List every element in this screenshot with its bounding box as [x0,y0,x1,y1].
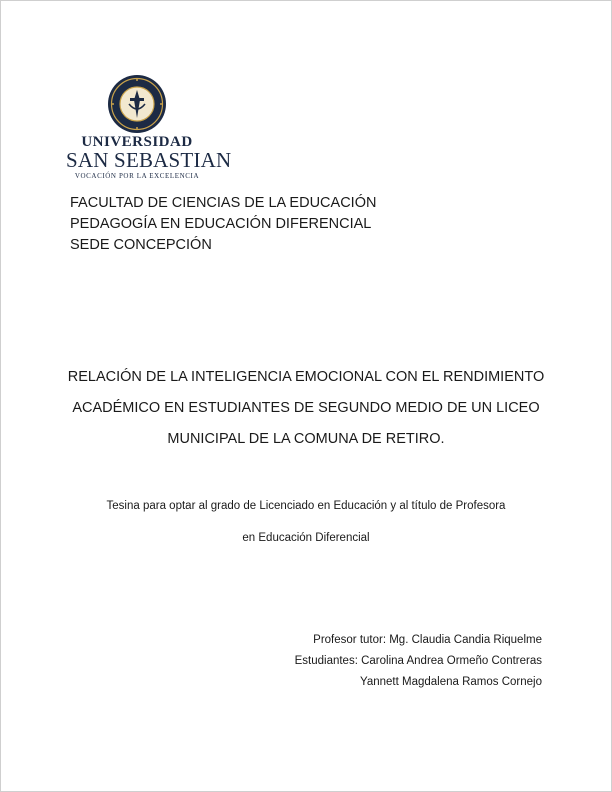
thesis-title-line1: RELACIÓN DE LA INTELIGENCIA EMOCIONAL CON EL RENDIMIENTO [67,369,545,385]
thesis-title-line2: ACADÉMICO EN ESTUDIANTES DE SEGUNDO MEDIO DE UN LICEO [72,400,540,416]
credits-block [295,630,542,693]
students-line1: Estudiantes: Carolina Andrea Ormeño Contreras [294,655,542,667]
faculty-block [70,193,376,256]
program-name: PEDAGOGÍA EN EDUCACIÓN DIFERENCIAL [70,216,372,232]
university-name-line1: UNIVERSIDAD [81,134,193,150]
degree-statement [40,490,572,554]
thesis-title-line3: MUNICIPAL DE LA COMUNA DE RETIRO. [167,431,445,447]
university-name-line2: SAN SEBASTIAN [66,148,232,172]
university-seal-icon [107,74,167,134]
faculty-name: FACULTAD DE CIENCIAS DE LA EDUCACIÓN [70,195,377,211]
degree-statement-line2: en Educación Diferencial [242,532,370,544]
degree-statement-line1: Tesina para optar al grado de Licenciado en Educación y al título de Profesora [106,500,506,512]
university-logo [66,74,232,181]
university-motto: VOCACIÓN POR LA EXCELENCIA [74,172,200,180]
tutor-line: Profesor tutor: Mg. Claudia Candia Riquelme [313,634,542,646]
students-line2: Yannett Magdalena Ramos Cornejo [360,676,542,688]
campus-name: SEDE CONCEPCIÓN [70,237,212,253]
thesis-title [40,362,572,455]
